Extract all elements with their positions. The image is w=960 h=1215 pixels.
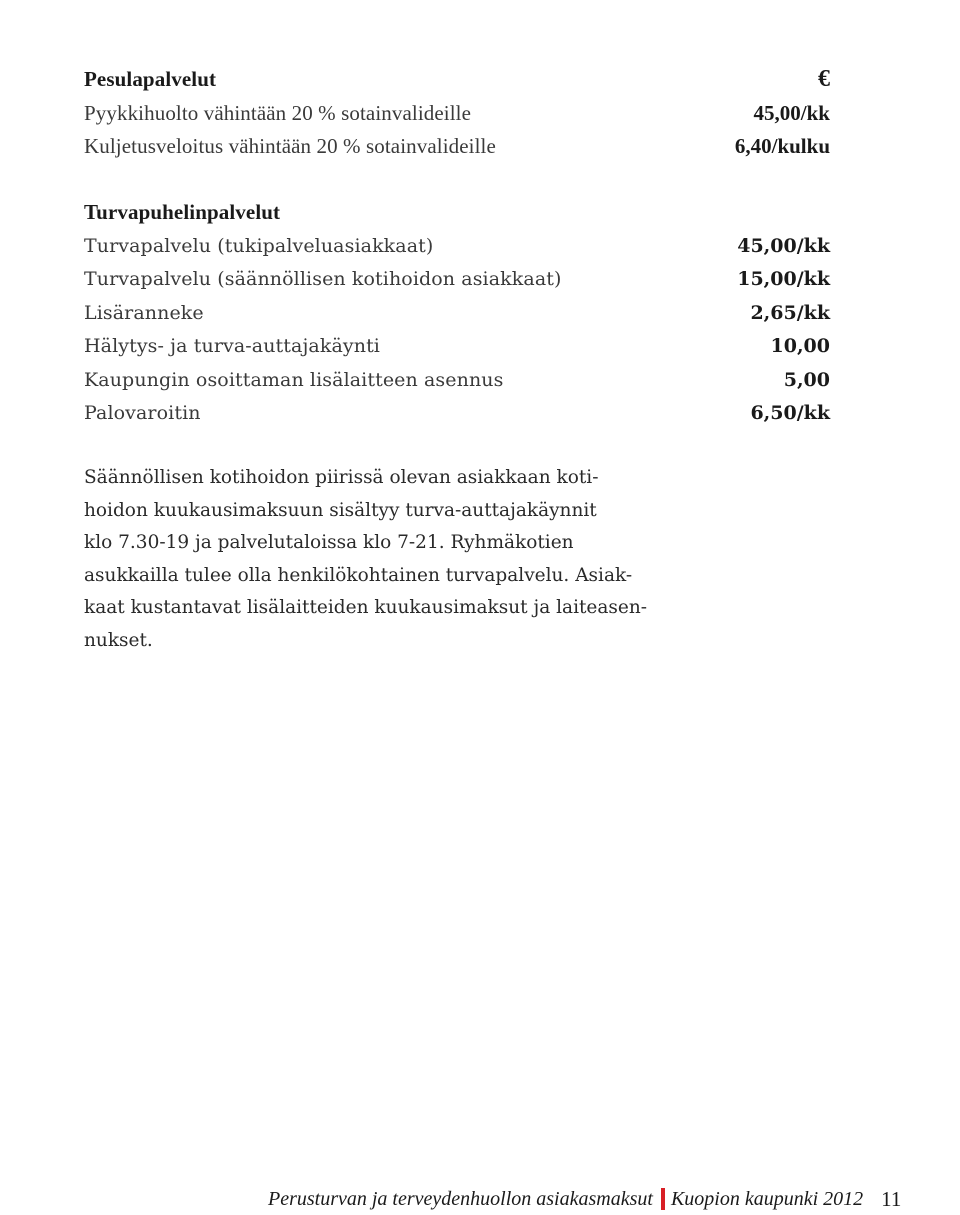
- service-price: 6,50/kk: [750, 402, 830, 424]
- footer-publication-title: Perusturvan ja terveydenhuollon asiakasmaksut: [268, 1187, 653, 1210]
- price-row: [84, 130, 830, 164]
- service-label: Kuljetusveloitus vähintään 20 % sotainvalideille: [84, 134, 496, 158]
- footer-divider: [661, 1188, 665, 1210]
- service-label: Pyykkihuolto vähintään 20 % sotainvalideille: [84, 100, 472, 125]
- safety-phone-header: [84, 196, 830, 230]
- price-row: [84, 263, 830, 297]
- price-row: [84, 97, 830, 131]
- price-row: [84, 330, 830, 364]
- safety-phone-section: [84, 196, 830, 431]
- service-price: 6,40/kulku: [734, 134, 830, 158]
- laundry-title: Pesulapalvelut: [84, 67, 217, 91]
- service-price: 2,65/kk: [750, 301, 830, 324]
- currency-symbol: €: [818, 66, 830, 92]
- price-row: [84, 397, 830, 431]
- laundry-section: [84, 63, 830, 164]
- note-line: Säännöllisen kotihoidon piirissä olevan asiakkaan koti-: [84, 467, 599, 488]
- service-price: 15,00/kk: [737, 268, 830, 290]
- note-line: kaat kustantavat lisälaitteiden kuukausimaksut ja laiteasen-: [84, 597, 648, 618]
- service-price: 10,00: [770, 335, 830, 357]
- price-row: [84, 230, 830, 264]
- page-number: 11: [881, 1186, 902, 1211]
- note-line: hoidon kuukausimaksuun sisältyy turva-auttajakäynnit: [84, 499, 597, 521]
- page-footer: [268, 1183, 901, 1215]
- safety-phone-title: Turvapuhelinpalvelut: [84, 200, 281, 224]
- note-line: klo 7.30-19 ja palvelutaloissa klo 7-21. Ryhmäkotien: [84, 532, 574, 553]
- service-label: Kaupungin osoittaman lisälaitteen asennus: [84, 368, 504, 391]
- note-line: nukset.: [84, 629, 153, 651]
- service-price: 5,00: [783, 368, 830, 391]
- service-label: Lisäranneke: [84, 301, 204, 324]
- price-row: [84, 297, 830, 331]
- service-label: Hälytys- ja turva-auttajakäynti: [84, 335, 380, 357]
- service-label: Turvapalvelu (säännöllisen kotihoidon asiakkaat): [84, 268, 562, 290]
- service-label: Palovaroitin: [84, 402, 201, 424]
- note-paragraph: [84, 462, 744, 657]
- service-price: 45,00/kk: [753, 100, 830, 125]
- service-price: 45,00/kk: [737, 234, 830, 257]
- note-line: asukkailla tulee olla henkilökohtainen turvapalvelu. Asiak-: [84, 564, 633, 586]
- price-row: [84, 364, 830, 398]
- laundry-header: [84, 63, 830, 97]
- footer-publisher: Kuopion kaupunki 2012: [670, 1187, 864, 1210]
- service-label: Turvapalvelu (tukipalveluasiakkaat): [84, 234, 434, 257]
